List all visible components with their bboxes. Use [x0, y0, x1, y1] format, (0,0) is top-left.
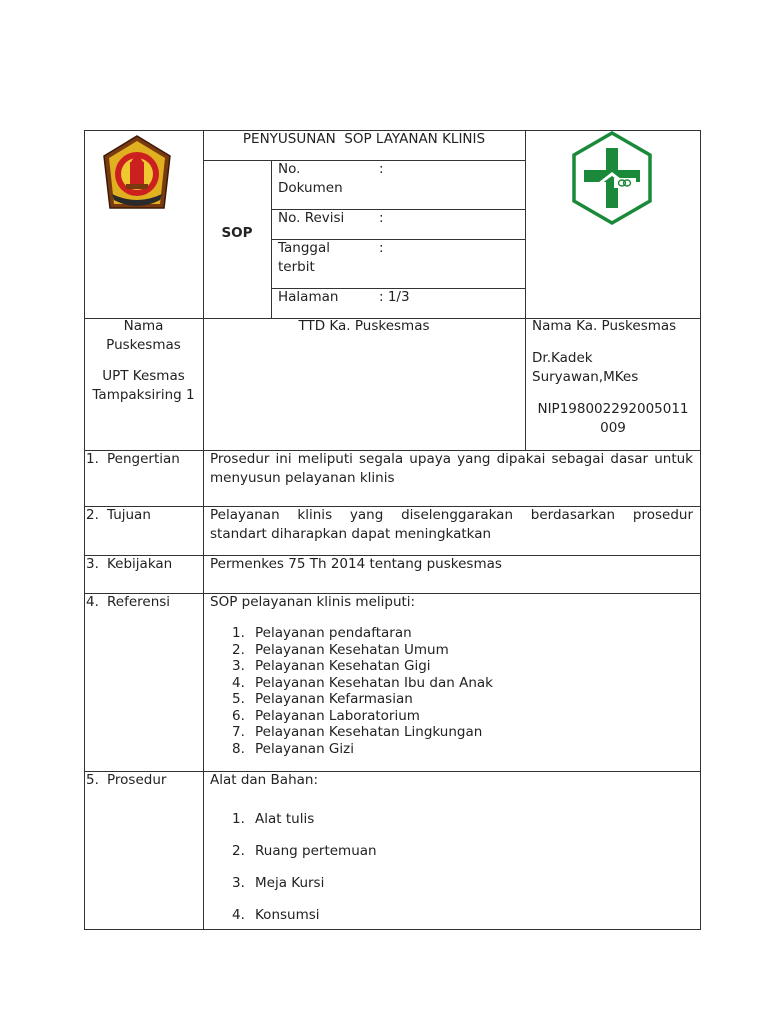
section-pengertian-line1: Prosedur ini meliputi segala upaya yang dipakai sebagai dasar untuk [210, 451, 693, 467]
section-tujuan-num: 2. [86, 507, 99, 523]
list-item: 1. Pelayanan pendaftaran [232, 625, 412, 641]
section-pengertian-line2: menyusun pelayanan klinis [210, 470, 395, 486]
no-revisi-value: : [379, 210, 384, 226]
list-item: 4. Pelayanan Kesehatan Ibu dan Anak [232, 674, 493, 691]
section-tujuan-line2: standart diharapkan dapat meningkatkan [210, 526, 492, 542]
section-prosedur-num: 5. [86, 772, 99, 788]
section-pengertian-num: 1. [86, 451, 99, 467]
halaman-value: : 1/3 [379, 289, 410, 305]
tanggal-terbit-label: Tanggal terbit [278, 240, 331, 275]
document-title: PENYUSUNAN SOP LAYANAN KLINIS [242, 131, 486, 147]
list-item: 7. Pelayanan Kesehatan Lingkungan [232, 724, 483, 740]
list-item: 1. Alat tulis [232, 811, 315, 827]
referensi-list [232, 625, 493, 757]
list-item: 4. Konsumsi [232, 907, 320, 923]
section-referensi-num: 4. [86, 594, 99, 610]
head-name: Dr.Kadek Suryawan,MKes [532, 350, 639, 385]
puskesmas-name-line2: Tampaksiring 1 [92, 387, 195, 403]
no-dokumen-value: : [379, 161, 384, 177]
halaman-label: Halaman [278, 289, 339, 305]
puskesmas-name-block [85, 317, 202, 405]
sop-label: SOP [221, 225, 253, 241]
no-dokumen-label: No. Dokumen [278, 161, 343, 196]
section-prosedur-intro: Alat dan Bahan: [210, 772, 318, 788]
section-kebijakan-text: Permenkes 75 Th 2014 tentang puskesmas [210, 556, 502, 572]
list-item: 3. Meja Kursi [232, 875, 325, 891]
list-item: 6. Pelayanan Laboratorium [232, 707, 420, 724]
section-referensi-intro: SOP pelayanan klinis meliputi: [210, 594, 416, 610]
signature-label: TTD Ka. Puskesmas [298, 318, 430, 334]
list-item: 3. Pelayanan Kesehatan Gigi [232, 658, 431, 674]
prosedur-list [232, 803, 377, 931]
section-kebijakan-num: 3. [86, 556, 99, 572]
puskesmas-logo [570, 130, 654, 230]
section-tujuan-line1: Pelayanan klinis yang diselenggarakan berdasarkan prosedur [210, 507, 693, 523]
list-item: 8. Pelayanan Gizi [232, 740, 354, 757]
section-tujuan-label: Tujuan [107, 507, 151, 523]
nama-label-line2: Puskesmas [106, 337, 181, 353]
list-item: 2. Ruang pertemuan [232, 843, 377, 859]
head-title: Nama Ka. Puskesmas [532, 318, 677, 334]
section-prosedur-label: Prosedur [107, 772, 167, 788]
list-item: 2. Pelayanan Kesehatan Umum [232, 641, 449, 658]
puskesmas-name-line1: UPT Kesmas [102, 368, 185, 384]
section-referensi-label: Referensi [107, 594, 171, 610]
section-kebijakan-label: Kebijakan [107, 556, 173, 572]
no-revisi-label: No. Revisi [278, 210, 345, 226]
section-pengertian-label: Pengertian [107, 451, 180, 467]
head-nip: NIP198002292005011 009 [537, 401, 689, 436]
regional-emblem-logo [100, 134, 174, 220]
list-item: 5. Pelayanan Kefarmasian [232, 691, 413, 707]
nama-label-line1: Nama [123, 318, 164, 334]
tanggal-terbit-value: : [379, 240, 384, 256]
